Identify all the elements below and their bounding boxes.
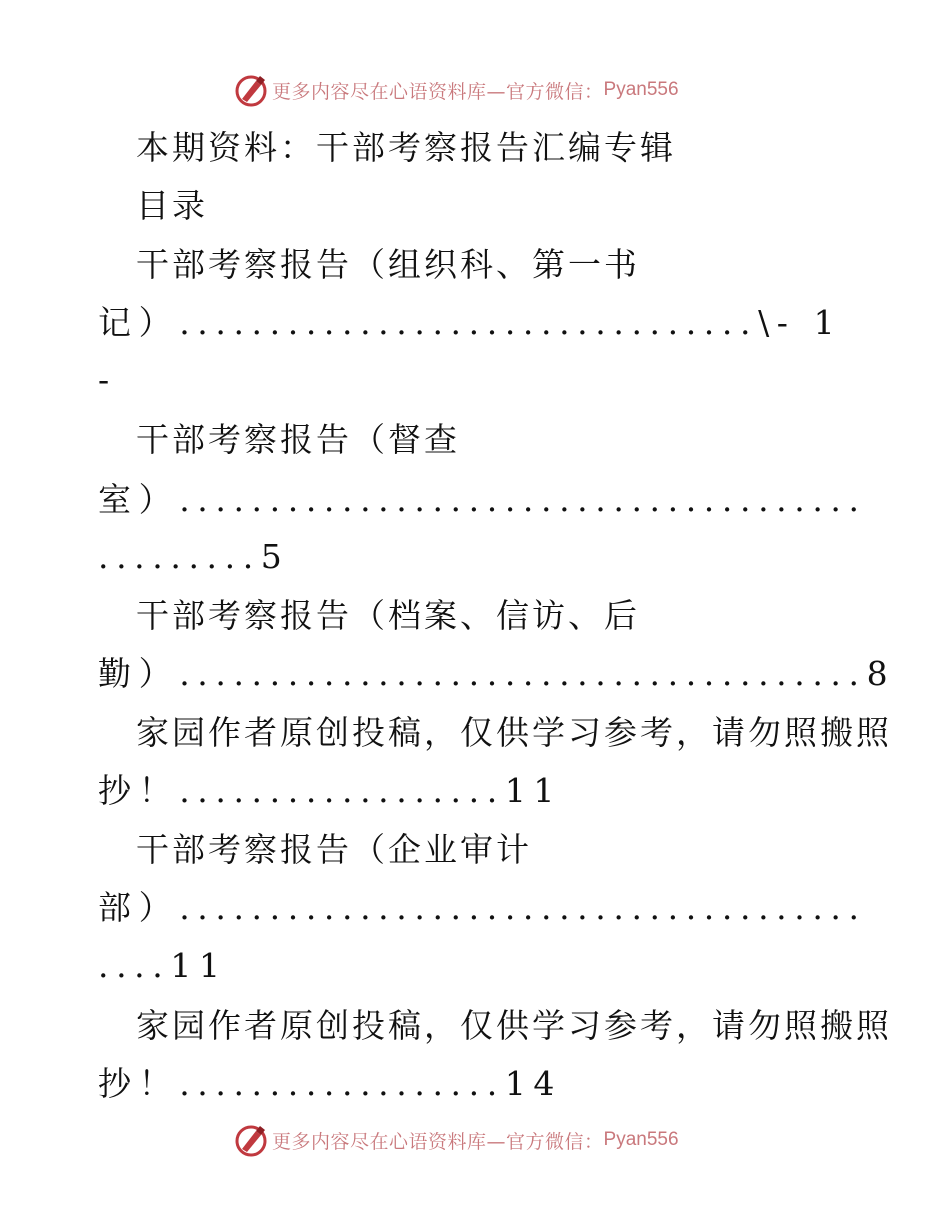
toc-entry-1-line-3: - <box>98 360 113 399</box>
document-title: 本期资料：干部考察报告汇编专辑 <box>136 128 676 167</box>
pen-logo-icon <box>234 1123 268 1157</box>
toc-entry-6-line-1: 家园作者原创投稿，仅供学习参考，请勿照搬照 <box>136 1006 892 1045</box>
header-watermark-banner <box>0 70 950 110</box>
footer-watermark-banner <box>0 1120 950 1160</box>
toc-entry-4-line-2: 抄！..................11 <box>98 771 563 810</box>
toc-heading: 目录 <box>136 186 208 225</box>
toc-entry-3-line-1: 干部考察报告（档案、信访、后 <box>136 596 640 635</box>
toc-entry-6-line-2: 抄！..................14 <box>98 1064 563 1103</box>
banner-wechat-id: Pyan556 <box>603 1129 679 1150</box>
toc-entry-3-line-2: 勤）......................................8 <box>98 654 896 693</box>
pen-logo-icon <box>234 73 268 107</box>
toc-entry-5-line-3: ....11 <box>98 946 228 985</box>
banner-text: 更多内容尽在心语资料库—官方微信： <box>272 80 604 103</box>
banner-wechat-id: Pyan556 <box>603 79 679 100</box>
toc-entry-2-line-1: 干部考察报告（督查 <box>136 420 460 459</box>
toc-entry-2-line-3: .........5 <box>98 537 290 576</box>
toc-entry-5-line-2: 部）...................................... <box>98 888 867 927</box>
toc-entry-2-line-2: 室）...................................... <box>98 480 867 519</box>
toc-entry-4-line-1: 家园作者原创投稿，仅供学习参考，请勿照搬照 <box>136 713 892 752</box>
toc-entry-1-line-1: 干部考察报告（组织科、第一书 <box>136 245 640 284</box>
banner-text: 更多内容尽在心语资料库—官方微信： <box>272 1130 604 1153</box>
toc-entry-5-line-1: 干部考察报告（企业审计 <box>136 830 532 869</box>
toc-entry-1-line-2: 记）................................\- 1 <box>98 303 843 342</box>
